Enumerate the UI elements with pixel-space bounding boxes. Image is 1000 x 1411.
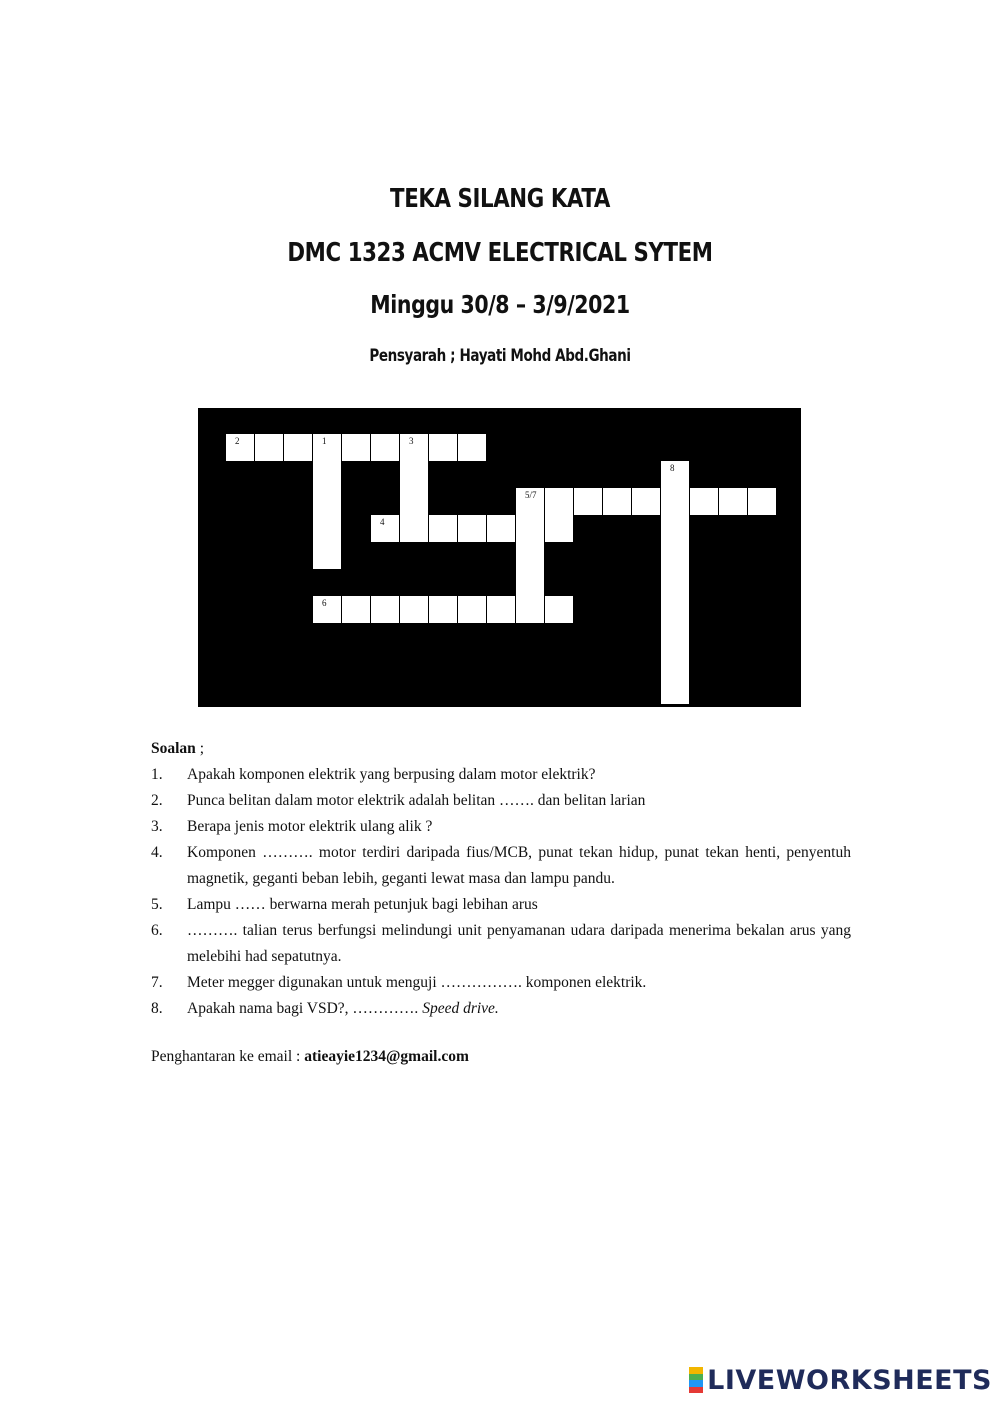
crossword-cell[interactable] bbox=[400, 461, 428, 488]
question-4: 4. Komponen ………. motor terdiri daripada fius/MCB, punat tekan hidup, punat tekan henti, penyentuh magnetik, geganti beban lebih, geganti lewat masa dan lampu pandu. bbox=[151, 844, 851, 887]
lecturer-line: Pensyarah ; Hayati Mohd Abd.Ghani bbox=[369, 346, 631, 365]
crossword-cell[interactable] bbox=[661, 488, 689, 515]
title: TEKA SILANG KATA bbox=[390, 184, 610, 214]
crossword-cell[interactable] bbox=[313, 515, 341, 542]
clue-number: 3 bbox=[409, 436, 414, 446]
question-7: 7. Meter megger digunakan untuk menguji ……………. komponen elektrik. bbox=[151, 974, 647, 991]
crossword-cell[interactable] bbox=[516, 569, 544, 596]
crossword-cell[interactable] bbox=[342, 596, 370, 623]
crossword-cell[interactable] bbox=[719, 488, 747, 515]
crossword-cell[interactable] bbox=[429, 515, 457, 542]
crossword-cell[interactable] bbox=[574, 488, 602, 515]
crossword-cell[interactable] bbox=[371, 596, 399, 623]
questions-section bbox=[151, 736, 851, 1022]
question-1: 1. Apakah komponen elektrik yang berpusing dalam motor elektrik? bbox=[151, 766, 596, 783]
crossword-cell[interactable] bbox=[690, 488, 718, 515]
crossword-cell[interactable] bbox=[661, 623, 689, 650]
crossword-cell[interactable] bbox=[748, 488, 776, 515]
course-title: DMC 1323 ACMV ELECTRICAL SYTEM bbox=[287, 238, 713, 268]
clue-number: 1 bbox=[322, 436, 327, 446]
crossword-cell[interactable] bbox=[545, 515, 573, 542]
crossword-cell[interactable] bbox=[661, 461, 689, 488]
crossword-grid bbox=[198, 408, 801, 707]
crossword-cell[interactable] bbox=[487, 596, 515, 623]
crossword-cell[interactable] bbox=[661, 596, 689, 623]
crossword-cell[interactable] bbox=[516, 596, 544, 623]
crossword-cell[interactable] bbox=[313, 542, 341, 569]
crossword-cell[interactable] bbox=[603, 488, 631, 515]
liveworksheets-logo bbox=[689, 1363, 992, 1397]
clue-number: 4 bbox=[380, 517, 385, 527]
crossword-cell[interactable] bbox=[661, 515, 689, 542]
crossword-cell[interactable] bbox=[400, 596, 428, 623]
crossword-cell[interactable] bbox=[429, 434, 457, 461]
crossword-cell[interactable] bbox=[313, 596, 341, 623]
crossword-cell[interactable] bbox=[661, 677, 689, 704]
question-8: 8. Apakah nama bagi VSD?, …………. Speed drive. bbox=[151, 1000, 499, 1017]
email-address: atieayie1234@gmail.com bbox=[304, 1048, 469, 1065]
crossword-cell[interactable] bbox=[313, 488, 341, 515]
crossword-cell[interactable] bbox=[429, 596, 457, 623]
crossword-cell[interactable] bbox=[661, 542, 689, 569]
crossword-cell[interactable] bbox=[661, 569, 689, 596]
clue-number: 2 bbox=[235, 436, 240, 446]
question-2: 2. Punca belitan dalam motor elektrik adalah belitan ……. dan belitan larian bbox=[151, 792, 646, 809]
question-3: 3. Berapa jenis motor elektrik ulang alik ? bbox=[151, 818, 433, 835]
clue-number: 5/7 bbox=[525, 490, 537, 500]
crossword-cell[interactable] bbox=[371, 515, 399, 542]
email-line: Penghantaran ke email : atieayie1234@gmail.com bbox=[151, 1048, 469, 1065]
crossword-cell[interactable] bbox=[400, 515, 428, 542]
crossword-cell[interactable] bbox=[458, 434, 486, 461]
question-6: 6. ………. talian terus berfungsi melindungi unit penyamanan udara daripada menerima bekalan arus yang melebihi had sepatutnya. bbox=[151, 922, 851, 965]
crossword-cell[interactable] bbox=[516, 488, 544, 515]
crossword-cell[interactable] bbox=[487, 515, 515, 542]
crossword-cell[interactable] bbox=[516, 542, 544, 569]
clue-number: 8 bbox=[670, 463, 675, 473]
crossword-cell[interactable] bbox=[313, 461, 341, 488]
logo-text: LIVEWORKSHEETS bbox=[707, 1364, 992, 1396]
crossword-cell[interactable] bbox=[545, 596, 573, 623]
crossword-cell[interactable] bbox=[516, 515, 544, 542]
question-5: 5. Lampu …… berwarna merah petunjuk bagi lebihan arus bbox=[151, 896, 538, 913]
crossword-cell[interactable] bbox=[661, 650, 689, 677]
week-title: Minggu 30/8 – 3/9/2021 bbox=[370, 290, 630, 319]
crossword-cell[interactable] bbox=[545, 488, 573, 515]
crossword-cell[interactable] bbox=[313, 434, 341, 461]
crossword-cell[interactable] bbox=[226, 434, 254, 461]
crossword-cell[interactable] bbox=[458, 596, 486, 623]
crossword-cell[interactable] bbox=[284, 434, 312, 461]
logo-icon bbox=[689, 1367, 703, 1393]
crossword-cell[interactable] bbox=[632, 488, 660, 515]
crossword-cell[interactable] bbox=[371, 434, 399, 461]
crossword-cell[interactable] bbox=[400, 434, 428, 461]
crossword-cell[interactable] bbox=[255, 434, 283, 461]
clue-number: 6 bbox=[322, 598, 327, 608]
crossword-cell[interactable] bbox=[400, 488, 428, 515]
crossword-cell[interactable] bbox=[342, 434, 370, 461]
questions-heading: Soalan ; bbox=[151, 740, 204, 757]
crossword-cell[interactable] bbox=[458, 515, 486, 542]
